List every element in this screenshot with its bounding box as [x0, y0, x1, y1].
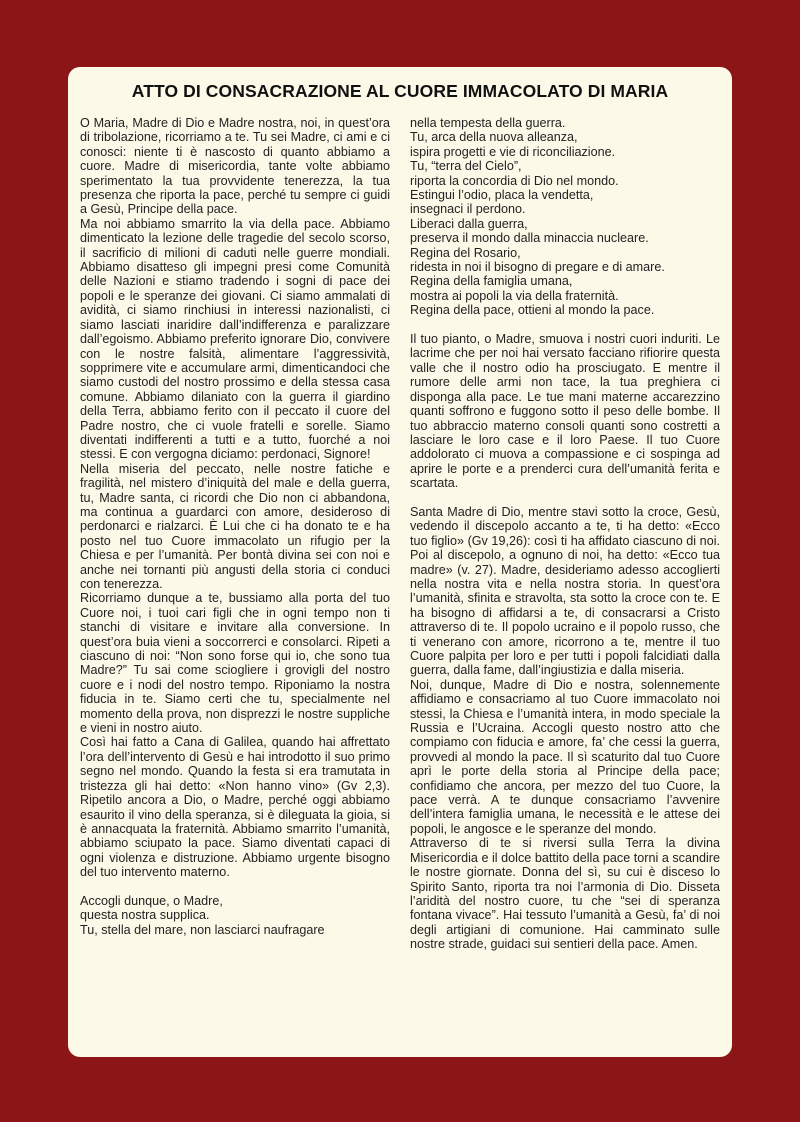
paragraph-tears: Il tuo pianto, o Madre, smuova i nostri cuori induriti. Le lacrime che per noi hai versato facciano rifiorire questa valle che il nostro odio ha prosciugato. E mentre il rumore delle armi non tace, la tua preghiera ci disponga alla pace. Le tue mani materne accarezzino quanti soffrono e fuggono sotto il peso delle bombe. Il tuo abbraccio materno consoli quanti sono costretti a lasciare le loro case e il loro Paese. Il tuo Cuore addolorato ci muova a compassione e ci sospinga ad aprire le porte e a prenderci cura dell’umanità ferita e scartata. — [410, 332, 720, 491]
paragraph-mercy: Nella miseria del peccato, nelle nostre fatiche e fragilità, nel mistero d’iniquità del male e della guerra, tu, Madre santa, ci ricordi che Dio non ci abbandona, ma continua a guardarci con amore, desideroso di perdonarci e rialzarci. È Lui che ci ha donato te e ha posto nel tuo Cuore immacolato un rifugio per la Chiesa e per l’umanità. Per bontà divina sei con noi e anche nei tornanti più angusti della storia ci conduci con tenerezza. — [80, 461, 390, 591]
prayer-sheet — [68, 67, 732, 1057]
paragraph-consecration: Noi, dunque, Madre di Dio e nostra, solennemente affidiamo e consacriamo al tuo Cuore immacolato noi stessi, la Chiesa e l’umanità intera, in modo speciale la Russia e l’Ucraina. Accogli questo nostro atto che compiamo con fiducia e amore, fa’ che cessi la guerra, provvedi al mondo la pace. Il sì scaturito dal tuo Cuore aprì le porte della storia al Principe della pace; confidiamo che ancora, per mezzo del tuo Cuore, la pace verrà. A te dunque consacriamo l’avvenire dell’intera famiglia umana, le necessità e le attese dei popoli, le angosce e le speranze del mondo. — [410, 677, 720, 836]
litany-line: insegnaci il perdono. — [410, 202, 526, 217]
litany-line: mostra ai popoli la via della fraternità. — [410, 288, 619, 303]
page-title: ATTO DI CONSACRAZIONE AL CUORE IMMACOLATO DI MARIA — [131, 81, 669, 101]
text-line: questa nostra supplica. — [80, 908, 210, 923]
litany-line: Tu, “terra del Cielo”, — [410, 159, 522, 174]
paragraph-cana: Così hai fatto a Cana di Galilea, quando hai affrettato l’ora dell’intervento di Gesù e hai introdotto il suo primo segno nel mondo. Quando la festa si era tramutata in tristezza gli hai detto: «Non hanno vino» (Gv 2,3). Ripetilo ancora a Dio, o Madre, perché oggi abbiamo esaurito il vino della speranza, si è dileguata la gioia, si è annacquata la fraternità. Abbiamo smarrito l’umanità, abbiamo sciupato la pace. Siamo diventati capaci di ogni violenza e distruzione. Abbiamo urgente bisogno del tuo intervento materno. — [80, 735, 390, 880]
litany-line: Estingui l’odio, placa la vendetta, — [410, 188, 594, 203]
litany-line: preserva il mondo dalla minaccia nucleare. — [410, 231, 649, 246]
litany-line: ispira progetti e vie di riconciliazione. — [410, 144, 616, 159]
litany-line: riporta la concordia di Dio nel mondo. — [410, 173, 619, 188]
text-columns — [80, 116, 720, 952]
text-line: Accogli dunque, o Madre, — [80, 893, 223, 908]
paragraph-supplication — [80, 894, 390, 937]
paragraph-appeal: Ricorriamo dunque a te, bussiamo alla porta del tuo Cuore noi, i tuoi cari figli che in ogni tempo non ti stanchi di visitare e invitare alla conversione. In quest’ora buia vieni a soccorrerci e consolarci. Ripeti a ciascuno di noi: “Non sono forse qui io, che sono tua Madre?” Tu sai come sciogliere i grovigli del nostro cuore e i nodi del nostro tempo. Riponiamo la nostra fiducia in te. Siamo certi che tu, specialmente nel momento della prova, non disprezzi le nostre suppliche e vieni in nostro aiuto. — [80, 591, 390, 736]
right-column — [410, 116, 720, 952]
litany-line: nella tempesta della guerra. — [410, 116, 566, 130]
paragraph-invocation: O Maria, Madre di Dio e Madre nostra, noi, in quest’ora di tribolazione, ricorriamo a te. Tu sei Madre, ci ami e ci conosci: niente ti è nascosto di quanto abbiamo a cuore. Madre di misericordia, tante volte abbiamo sperimentato la tua provvidente tenerezza, la tua presenza che riporta la pace, perché tu sempre ci guidi a Gesù, Principe della pace. — [80, 116, 390, 217]
paragraph-closing: Attraverso di te si riversi sulla Terra la divina Misericordia e il dolce battito della pace torni a scandire le nostre giornate. Donna del sì, su cui è disceso lo Spirito Santo, riporta tra noi l’armonia di Dio. Disseta l’aridità del nostro cuore, tu che “sei di speranza fontana vivace”. Hai tessuto l’umanità a Gesù, fa’ di noi degli artigiani di comunione. Hai camminato sulle nostre strade, guidaci sui sentieri della pace. Amen. — [410, 836, 720, 952]
left-column — [80, 116, 390, 952]
litany-line: Regina della pace, ottieni al mondo la pace. — [410, 303, 655, 318]
litany-line: Tu, arca della nuova alleanza, — [410, 130, 578, 145]
paragraph-cross: Santa Madre di Dio, mentre stavi sotto la croce, Gesù, vedendo il discepolo accanto a te, ti ha detto: «Ecco tuo figlio» (Gv 19,26): così ti ha affidato ciascuno di noi. Poi al discepolo, a ognuno di noi, ha detto: «Ecco tua madre» (v. 27). Madre, desideriamo adesso accoglierti nella nostra vita e nella nostra storia. In quest’ora l’umanità, sfinita e stravolta, sta sotto la croce con te. E ha bisogno di affidarsi a te, di consacrarsi a Cristo attraverso di te. Il popolo ucraino e il popolo russo, che ti venerano con amore, ricorrono a te, mentre il tuo Cuore palpita per loro e per tutti i popoli falcidiati dalla guerra, dalla fame, dall’ingiustizia e dalla miseria. — [410, 504, 720, 678]
paragraph-confession: Ma noi abbiamo smarrito la via della pace. Abbiamo dimenticato la lezione delle tragedie del secolo scorso, il sacrificio di milioni di caduti nelle guerre mondiali. Abbiamo disatteso gli impegni presi come Comunità delle Nazioni e stiamo tradendo i sogni di pace dei popoli e le speranze dei giovani. Ci siamo ammalati di avidità, ci siamo rinchiusi in interessi nazionalisti, ci siamo lasciati inaridire dall’indifferenza e paralizzare dall’egoismo. Abbiamo preferito ignorare Dio, convivere con le nostre falsità, alimentare l’aggressività, sopprimere vite e accumulare armi, dimenticandoci che siamo custodi del nostro prossimo e della stessa casa comune. Abbiamo dilaniato con la guerra il giardino della Terra, abbiamo ferito con il peccato il cuore del Padre nostro, che ci vuole fratelli e sorelle. Siamo diventati indifferenti a tutti e a tutto, fuorché a noi stessi. E con vergogna diciamo: perdonaci, Signore! — [80, 216, 390, 462]
litany-line: ridesta in noi il bisogno di pregare e di amare. — [410, 260, 665, 275]
paragraph-litany — [410, 116, 720, 318]
litany-line: Liberaci dalla guerra, — [410, 216, 528, 231]
litany-line: Regina del Rosario, — [410, 245, 521, 260]
litany-line: Regina della famiglia umana, — [410, 274, 573, 289]
text-line: Tu, stella del mare, non lasciarci naufragare — [80, 922, 325, 937]
